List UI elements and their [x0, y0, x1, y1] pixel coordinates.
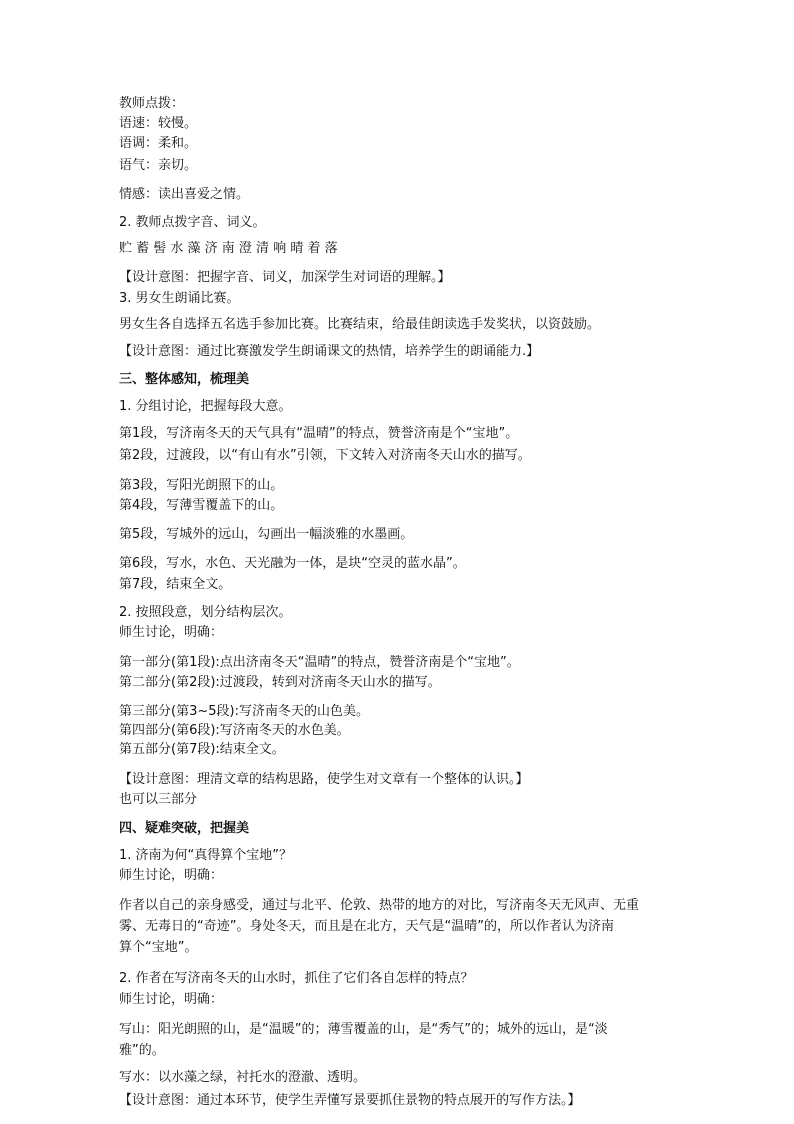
- text-line: 第1段，写济南冬天的天气具有“温晴”的特点，赞誉济南是个“宝地”。: [119, 426, 519, 441]
- text-line: 男女生各自选择五名选手参加比赛。比赛结束，给最佳朗读选手发奖状，以资鼓励。: [119, 317, 601, 332]
- text-line: 写水：以水藻之绿，衬托水的澄澈、透明。: [119, 1070, 367, 1085]
- text-line: 教师点拨：: [119, 96, 185, 111]
- text-line: 语气：亲切。: [119, 158, 198, 173]
- design-intent-note: 【设计意图：把握字音、词义，加深学生对词语的理解。】: [119, 270, 451, 285]
- vocabulary-line: 贮 蓄 髻 水 藻 济 南 澄 清 响 晴 着 落: [119, 241, 338, 256]
- text-line: 第5段，写城外的远山，勾画出一幅淡雅的水墨画。: [119, 527, 414, 542]
- text-line: 情感：读出喜爱之情。: [119, 187, 250, 202]
- text-line: 第二部分(第2段):过渡段，转到对济南冬天山水的描写。: [119, 675, 441, 690]
- text-line: 算个“宝地”。: [119, 940, 198, 955]
- text-line: 雾、无毒日的“奇迹”。身处冬天，而且是在北方，天气是“温晴”的，所以作者认为济南: [119, 919, 614, 934]
- text-line: 2. 作者在写济南冬天的山水时，抓住了它们各自怎样的特点？: [119, 971, 474, 986]
- text-line: 第4段，写薄雪覆盖下的山。: [119, 498, 284, 513]
- text-line: 第6段，写水，水色、天光融为一体，是块“空灵的蓝水晶”。: [119, 556, 466, 571]
- text-line: 师生讨论，明确：: [119, 625, 224, 640]
- text-line: 第五部分(第7段):结束全文。: [119, 742, 285, 757]
- text-line: 1. 济南为何“真得算个宝地”？: [119, 848, 293, 863]
- section-heading: 四、疑难突破，把握美: [119, 821, 250, 836]
- text-line: 第四部分(第6段):写济南冬天的水色美。: [119, 723, 350, 738]
- text-line: 第一部分(第1段):点出济南冬天“温晴”的特点，赞誉济南是个“宝地”。: [119, 655, 520, 670]
- text-line: 语速：较慢。: [119, 116, 198, 131]
- text-line: 3. 男女生朗诵比赛。: [119, 291, 240, 306]
- design-intent-note: 【设计意图：通过本环节，使学生弄懂写景要抓住景物的特点展开的写作方法。】: [119, 1093, 581, 1108]
- text-line: 语调：柔和。: [119, 136, 198, 151]
- text-line: 也可以三部分: [119, 792, 198, 807]
- text-line: 2. 教师点拨字音、词义。: [119, 215, 266, 230]
- text-line: 作者以自己的亲身感受，通过与北平、伦敦、热带的地方的对比，写济南冬天无风声、无重: [119, 898, 640, 913]
- text-line: 师生讨论，明确：: [119, 868, 224, 883]
- design-intent-note: 【设计意图：通过比赛激发学生朗诵课文的热情，培养学生的朗诵能力.】: [119, 344, 540, 359]
- text-line: 第7段，结束全文。: [119, 577, 232, 592]
- text-line: 1. 分组讨论，把握每段大意。: [119, 399, 292, 414]
- text-line: 雅”的。: [119, 1043, 165, 1058]
- section-heading: 三、整体感知，梳理美: [119, 372, 250, 387]
- text-line: 第2段，过渡段，以“有山有水”引领，下文转入对济南冬天山水的描写。: [119, 448, 531, 463]
- text-line: 2. 按照段意，划分结构层次。: [119, 605, 292, 620]
- text-line: 第三部分(第3~5段):写济南冬天的山色美。: [119, 704, 369, 719]
- text-line: 第3段，写阳光朗照下的山。: [119, 478, 284, 493]
- text-line: 师生讨论，明确：: [119, 992, 224, 1007]
- design-intent-note: 【设计意图：理清文章的结构思路，使学生对文章有一个整体的认识。】: [119, 772, 529, 787]
- text-line: 写山：阳光朗照的山，是“温暖”的；薄雪覆盖的山，是“秀气”的；城外的远山，是“淡: [119, 1022, 608, 1037]
